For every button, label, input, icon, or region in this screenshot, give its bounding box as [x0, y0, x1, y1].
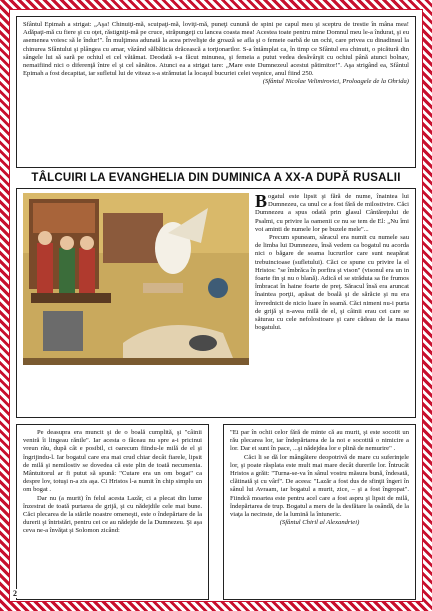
- left-column: [16, 424, 209, 600]
- icon-rich-man-and-lazarus: [23, 193, 249, 365]
- top-section-text: Sfântul Epimah a strigat: „Aşa! Chinuiţi-mă, scuipaţi-mă, loviţi-mă, puneţi cunună de spini pe capul meu şi sceptru de trestie în mâna mea! Adăpaţi-mă cu fiere şi cu oţet, răstigniţi-mă pe cruce, străpungeţi cu lancea coasta mea! Acestea toate pentru mine Domnul meu le-a îndurat, şi eu asemenea voiesc să le îndur!". În mulţimea adunată la acea privelişte de groază se afla şi o femeie oarbă de un ochi, care privea cu dinadinsul la chinurea Sfântului şi plângea cu amar, văzând sălbăticia drăcească a torţionarilor. S-a întâmplat ca, în timp ce Sfântul era chinuit, o picătură din sângele lui să sară pe ochiul ei cel vătămat. Deodată s-a făcut minunea, şi femeia a putut vedea desăvârşit cu ochiul până atunci bolnav, nemaifiind nici o diferenţă între el şi cel sănătos. Atunci ea a strigat tare: „Mare este Dumnezeul acestui pătimitor!". Aşa strigând ea, Sfântul Epimah a fost decapitat, iar sufletul lui de viteaz s-a strămutat la locaşul bucuriei celei veşnice, anul fiind 250.: [23, 21, 409, 78]
- left-column-paragraph-1: Pe deasupra era muncit şi de o boală cumplită, şi "câinii veniră îi lingeau rănile". Iar acesta o făceau nu spre a-i pricinui vreun rău, după cât e posibil, ci oarecum fiindu-le milă de el şi îngrijindu-l. Iar bogatul care era mai crud chiar decât fiarele, lipsit de milă şi nemilostiv se dovedea că este plin de toată necumenia. Mântuitorul ar fi putut să spună: "Cutare era un om bogat" ca despre lov, totuşi n-a zis aşa. Ci Hristos l-a numit în chip simplu un om bogat .: [23, 429, 202, 494]
- right-column-attribution: (Sfântul Chiril al Alexandriei): [279, 519, 360, 527]
- article-intro-section: [16, 188, 416, 418]
- article-title: TÂLCUIRI LA EVANGHELIA DIN DUMINICA A XX-A DUPĂ RUSALII: [31, 172, 401, 184]
- article-columns: [16, 424, 416, 600]
- article-paragraph-2: Precum spuneam, săracul era numit cu numele sau de limba lui Dumnezeu, însă vedem ca bogatul nu acorda nici o băgare de seama lucrurilor care sunt neapărat trebuincioase (sufletului). Căci ce spune cu privire la el Hristos: "se îmbrăca în porfira şi vison" (visonul era un in foarte fin şi nu o blană). Adică el se străduia sa fie frumos îmbracat în haine foarte de preţ. Săracul însă era aruncat înaintea porţii, apăsat de boală şi de sărăcie şi nu era învrednicit de nicio luare în seamă. Căci nimeni nu-i purta de grijă şi n-avea milă de el, şi câinii erau cei care se săturau cu cele nefolositoare şi care cădeau de la masa bogatului.: [255, 234, 409, 332]
- left-column-paragraph-2: Dar nu (a murit) în felul acesta Lazăr, ci a plecat din lume înzestrat de toată purtarea de grijă, şi cu nădejdile cele mai bune. Căci plecarea de la stările noastre omeneşti, este o îndepărtare de la durerii şi întristări, pentru cei ce au nădejde de la Dumnezeu. Şi aşa ceva ne-a învăţat şi Solomon zicând:: [23, 494, 202, 535]
- right-column-paragraph-2: Căci li se dă lor mângâiere deopotrivă de mare cu suferinţele lor, şi poate răsplata este mult mai mare decât durerile lor. Întrucât Hristos a grăit: "Turna-se-va în sânul vostru măsura bună, îndesată, clătinată şi cu vârf". De aceea: "Lazăr a fost dus de sfinţii îngeri în sânul lui Avraam, iar bogatul a murit, zice, – şi a fost îngropat". Fiindcă moartea este pentru acel care a fost aspru şi lipsit de milă, îndepărtarea de trup. Bogatul a mers de la desfătare la osândă, de la viaţa la necinste, de la lumină la întuneric.: [230, 453, 409, 519]
- right-column: [223, 424, 416, 600]
- article-intro: ogatul este lipsit şi fără de nume, înaintea lui Dumnezeu, ca unul ce a fost fără de milostivire. Căci Dumnezeu a spus odată prin glasul Cântăreţului de Psalmi, cu privire la oamenii ce nu se tem de El: „Nu îmi voi aminti de numele lor pe buzele mele"...: [255, 193, 409, 233]
- right-column-paragraph-1: "Ei par în ochii celor fără de minte că au murit, şi este socotit un rău plecarea lor, iar îndepărtarea de la noi e socotită o nimicire a lor. Dar ei sunt în pace, ...şi nădejdea lor e plină de nemurire" .: [230, 429, 409, 453]
- top-section: [16, 16, 416, 168]
- page-number: 2: [13, 589, 17, 598]
- top-section-attribution: (Sfântul Nicolae Velimirovici, Proloagele de la Ohrida): [262, 78, 409, 86]
- article-dropcap: B: [255, 191, 268, 211]
